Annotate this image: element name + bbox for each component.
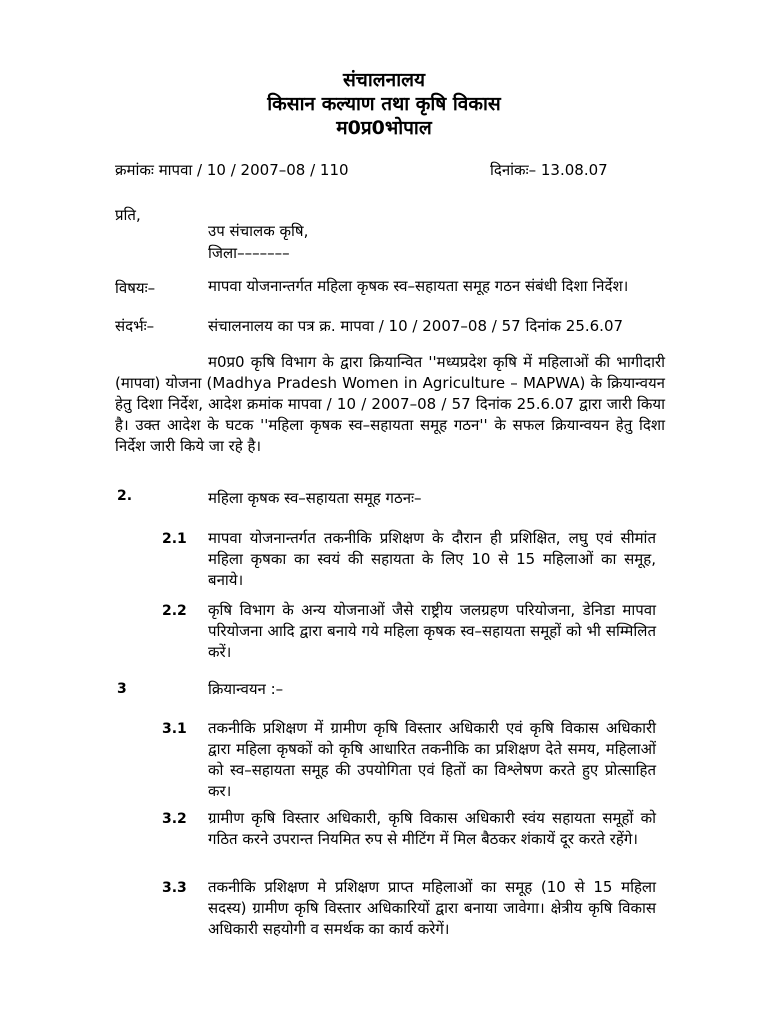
subject-label: विषयः–	[115, 279, 156, 297]
reference-label: संदर्भः–	[115, 317, 155, 335]
subject-text: मापवा योजनान्तर्गत महिला कृषक स्व–सहायता समूह गठन संबंधी दिशा निर्देश।	[208, 277, 629, 295]
header-department: किसान कल्याण तथा कृषि विकास	[267, 93, 501, 115]
item-3-1-number: 3.1	[162, 721, 187, 737]
item-3-3-number: 3.3	[162, 880, 187, 896]
intro-paragraph: म0प्र0 कृषि विभाग के द्वारा क्रियान्वित ''मध्यप्रदेश कृषि में महिलाओं की भागीदारी (मापवा) योजना (Madhya Pradesh Women in Agriculture – MAPWA) के क्रियान्वयन हेतु दिशा निर्देश, आदेश क्रमांक मापवा / 10 / 2007–08 / 57 दिनांक 25.6.07 द्वारा जारी किया है। उक्त आदेश के घटक ''महिला कृषक स्व–सहायता समूह गठन'' के सफल क्रियान्वयन हेतु दिशा निर्देश जारी किये जा रहे है।	[115, 353, 665, 455]
section-3-number: 3	[117, 681, 127, 697]
section-3-title: क्रियान्वयन :–	[208, 680, 284, 698]
section-2-number: 2.	[117, 488, 133, 504]
header-location: म0प्र0भोपाल	[336, 117, 432, 139]
recipient-title: उप संचालक कृषि,	[208, 222, 309, 240]
letter-date: दिनांकः– 13.08.07	[490, 161, 608, 179]
section-2-title: महिला कृषक स्व–सहायता समूह गठनः–	[208, 489, 422, 507]
item-3-2-text: ग्रामीण कृषि विस्तार अधिकारी, कृषि विकास अधिकारी स्वंय सहायता समूहों को गठित करने उपरान्त नियमित रुप से मीटिंग में मिल बैठकर शंकायें दूर करते रहेंगे।	[208, 809, 656, 848]
salutation: प्रति,	[115, 206, 141, 224]
recipient-district: जिला–––––––	[208, 244, 290, 262]
item-3-3-text: तकनीकि प्रशिक्षण मे प्रशिक्षण प्राप्त महिलाओं का समूह (10 से 15 महिला सदस्य) ग्रामीण कृषि विस्तार अधिकारियों द्वारा बनाया जावेगा। क्षेत्रीय कृषि विकास अधिकारी सहयोगी व समर्थक का कार्य करेगें।	[208, 878, 656, 938]
reference-text: संचालनालय का पत्र क्र. मापवा / 10 / 2007–08 / 57 दिनांक 25.6.07	[208, 317, 624, 335]
item-2-2-text: कृषि विभाग के अन्य योजनाओं जैसे राष्ट्रीय जलग्रहण परियोजना, डेनिडा मापवा परियोजना आदि द्वारा बनाये गये महिला कृषक स्व–सहायता समूहों को भी सम्मिलित करें।	[208, 601, 656, 661]
item-2-1-text: मापवा योजनान्तर्गत तकनीकि प्रशिक्षण के दौरान ही प्रशिक्षित, लघु एवं सीमांत महिला कृषका का स्वयं की सहायता के लिए 10 से 15 महिलाओं का समूह, बनाये।	[208, 529, 656, 589]
item-3-1-text: तकनीकि प्रशिक्षण में ग्रामीण कृषि विस्तार अधिकारी एवं कृषि विकास अधिकारी द्वारा महिला कृषकों को कृषि आधारित तकनीकि का प्रशिक्षण देते समय, महिलाओं को स्व–सहायता समूह की उपयोगिता एवं हितों का विश्लेषण करते हुए प्रोत्साहित कर।	[208, 719, 656, 800]
letter-number: क्रमांकः मापवा / 10 / 2007–08 / 110	[115, 161, 349, 179]
item-2-1-number: 2.1	[162, 531, 187, 547]
header-office: संचालनालय	[342, 69, 426, 91]
item-2-2-number: 2.2	[162, 603, 187, 619]
item-3-2-number: 3.2	[162, 811, 187, 827]
